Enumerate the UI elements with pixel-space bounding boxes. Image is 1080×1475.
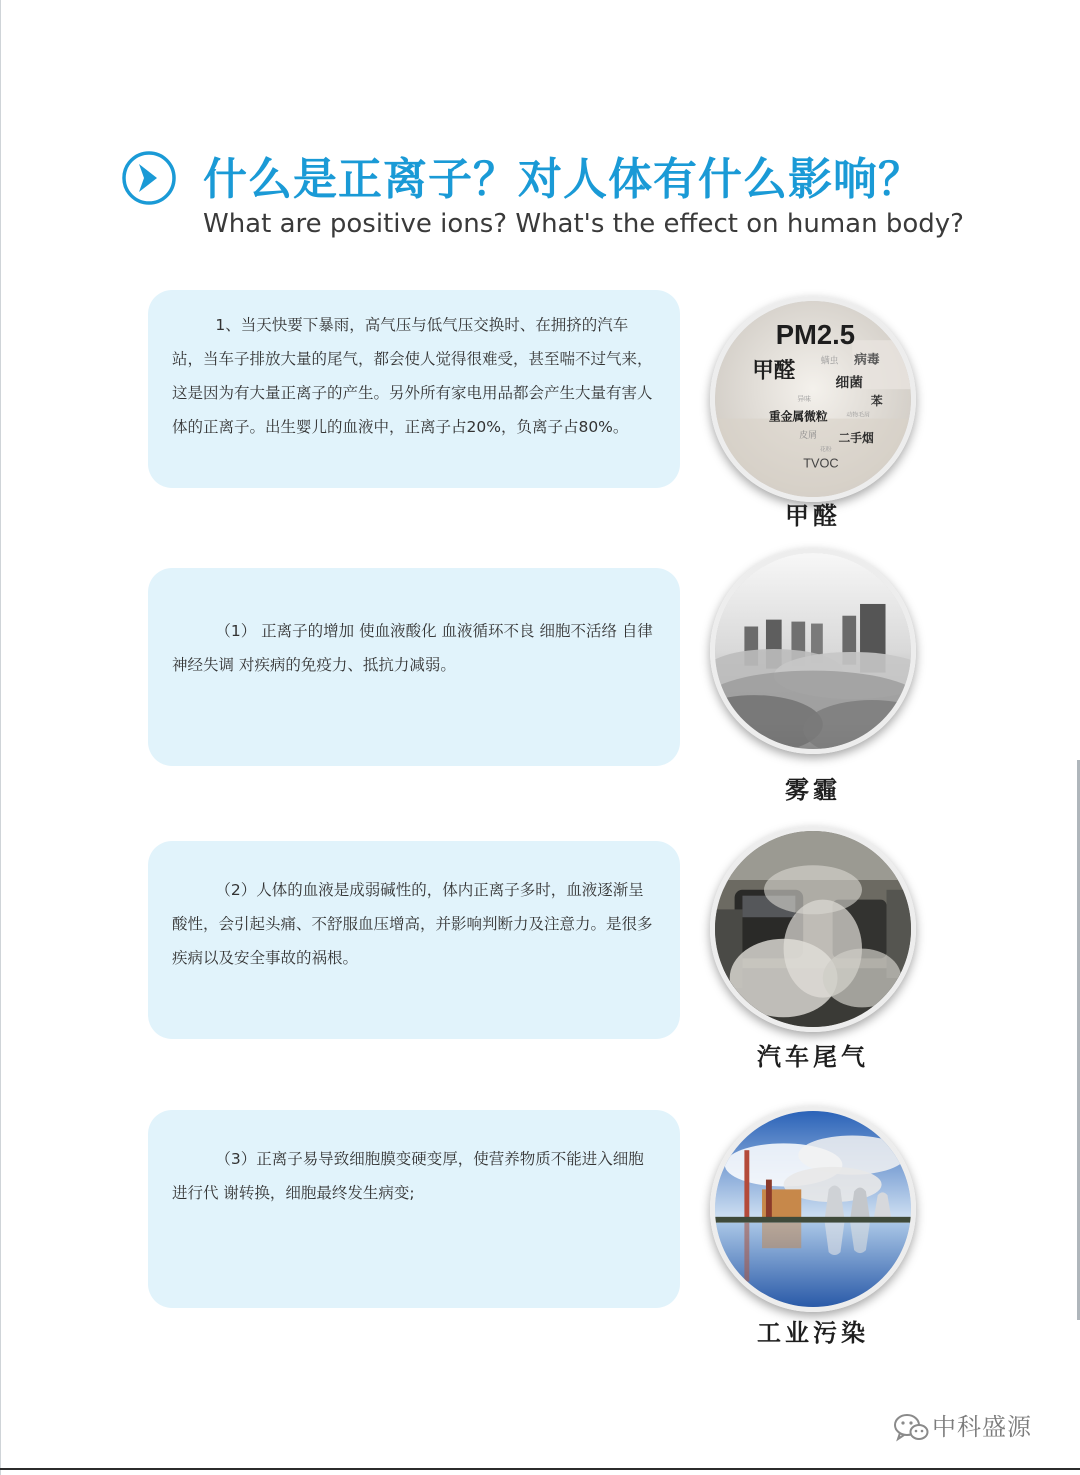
page-subtitle: What are positive ions? What's the effect on human body?: [203, 209, 964, 239]
page-edge-line: [0, 0, 1, 1475]
wechat-icon: [893, 1412, 929, 1444]
car-exhaust-image: [710, 826, 916, 1032]
word-pet-hair: 动物毛屑: [846, 412, 870, 419]
info-card-text: （2）人体的血液是成弱碱性的，体内正离子多时，血液逐渐呈酸性，会引起头痛、不舒服血压增高，并影响判断力及注意力。是很多疾病以及安全事故的祸根。: [172, 881, 653, 967]
page-title: 什么是正离子？对人体有什么影响？: [203, 154, 923, 205]
info-card-1: [148, 290, 680, 488]
word-formaldehyde: 甲醛: [752, 358, 796, 384]
info-card-text: （1） 正离子的增加 使血液酸化 血液循环不良 细胞不活络 自律神经失调 对疾病的免疫力、抵抗力减弱。: [172, 622, 653, 674]
word-mites: 螨虫: [820, 356, 839, 367]
word-bacteria: 细菌: [835, 375, 863, 392]
word-tvoc: TVOC: [803, 455, 839, 471]
info-card-4: [148, 1110, 680, 1308]
image-caption: 甲醛: [785, 502, 841, 530]
pollutant-word-cloud: [715, 301, 911, 497]
word-benzene: 苯: [870, 393, 883, 408]
watermark-text: 中科盛源: [932, 1413, 1032, 1441]
info-card-2: [148, 568, 680, 766]
image-caption: 工业污染: [757, 1319, 869, 1347]
word-heavy-metal: 重金属微粒: [768, 409, 828, 424]
word-virus: 病毒: [854, 352, 880, 368]
formaldehyde-image: [710, 296, 916, 502]
industrial-pollution-image: [710, 1106, 916, 1312]
chevron-right-circle-icon: [121, 150, 177, 206]
word-dander: 皮屑: [799, 431, 817, 442]
word-pollen: 花粉: [819, 446, 832, 453]
word-pm25: PM2.5: [775, 319, 856, 351]
smog-image: [710, 548, 916, 754]
info-card-3: [148, 841, 680, 1039]
word-smoke: 二手烟: [838, 431, 874, 446]
word-odor: 异味: [797, 394, 812, 403]
image-caption: 汽车尾气: [757, 1043, 869, 1071]
info-card-text: 1、当天快要下暴雨，高气压与低气压交换时、在拥挤的汽车站，当车子排放大量的尾气，都会使人觉得很难受，甚至喘不过气来，这是因为有大量正离子的产生。另外所有家电用品都会产生大量有害人体的正离子。出生婴儿的血液中，正离子占20%，负离子占80%。: [172, 316, 653, 436]
info-card-text: （3）正离子易导致细胞膜变硬变厚，使营养物质不能进入细胞进行代 谢转换，细胞最终发生病变;: [172, 1150, 644, 1202]
page-bottom-line: [0, 1468, 1080, 1470]
image-caption: 雾霾: [785, 776, 841, 804]
